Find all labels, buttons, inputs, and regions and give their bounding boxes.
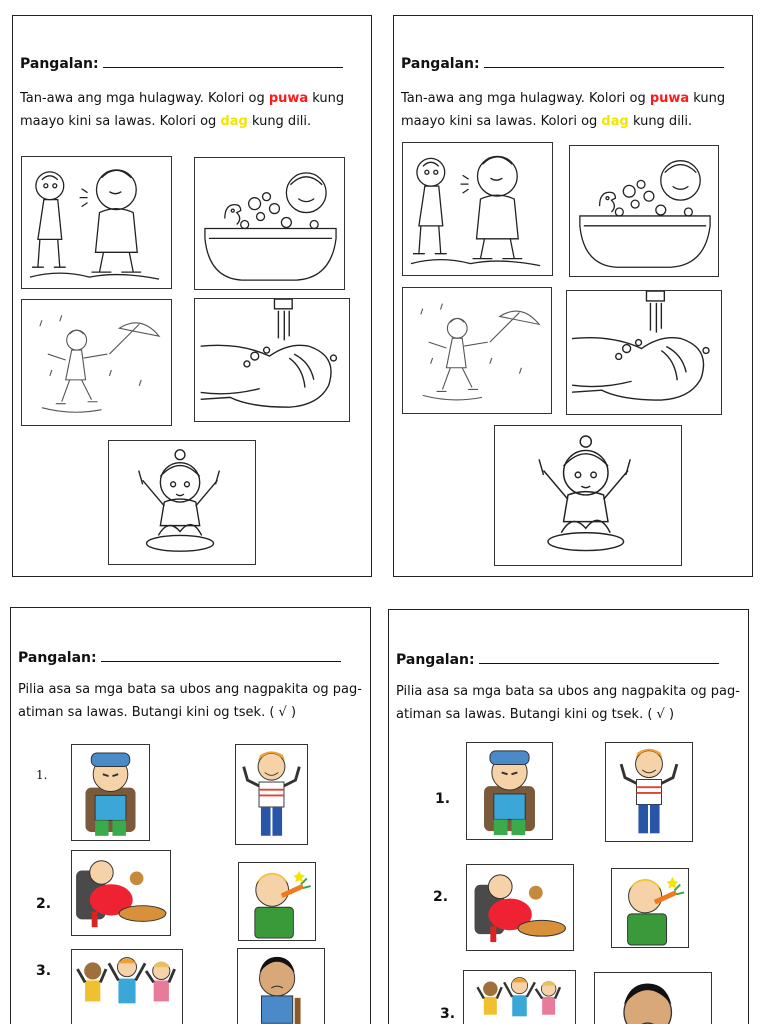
exercise-illustration (72, 950, 182, 1024)
instruction-text: kung dili. (628, 114, 693, 129)
worksheet-coloring-left (12, 15, 372, 577)
name-blank-line[interactable] (479, 652, 719, 664)
instruction-text: Pilia asa sa mga bata sa ubos ang nagpakita og pag-atiman sa lawas. Butangi kini og tsek. ( (396, 684, 740, 722)
name-field (20, 56, 343, 72)
instruction-text: Tan-awa ang mga hulagway. Kolori og (20, 91, 269, 106)
name-label: Pangalan: (401, 56, 480, 72)
name-label: Pangalan: (396, 652, 475, 668)
name-blank-line[interactable] (484, 56, 724, 68)
picture-children-exercising[interactable] (463, 970, 576, 1024)
sad-boy-illustration (238, 949, 324, 1024)
name-label: Pangalan: (18, 650, 97, 666)
worksheet-checklist-right (388, 609, 749, 1024)
item-number: 1. (36, 768, 48, 782)
item-number: 1. (435, 791, 451, 807)
sad-boy-illustration (595, 973, 711, 1024)
checkmark-icon: √ (656, 707, 665, 722)
name-field (18, 650, 341, 666)
name-field (401, 56, 724, 72)
instruction-text: kung dili. (247, 114, 312, 129)
picture-washing-hands[interactable] (194, 298, 350, 422)
junk-food-illustration (467, 865, 573, 950)
instruction-text: Tan-awa ang mga hulagway. Kolori og (401, 91, 650, 106)
worksheet-coloring-right (393, 15, 753, 577)
picture-boy-sneezing-in-mud[interactable] (21, 156, 172, 289)
instructions (20, 87, 365, 133)
instructions (18, 678, 364, 724)
checkmark-icon: √ (278, 705, 287, 720)
strong-boy-illustration (236, 745, 307, 844)
picture-healthy-strong-boy[interactable] (235, 744, 308, 845)
rain-illustration (22, 300, 171, 425)
picture-children-exercising[interactable] (71, 949, 183, 1024)
name-label: Pangalan: (20, 56, 99, 72)
boy-sneezing-illustration (22, 157, 171, 288)
item-number: 3. (440, 1006, 456, 1022)
instruction-text: Pilia asa sa mga bata sa ubos ang nagpakita og pag-atiman sa lawas. Butangi kini og tsek. ( (18, 682, 362, 720)
instructions (396, 680, 742, 726)
instruction-text: ) (286, 705, 297, 720)
picture-sick-child-with-ice-pack[interactable] (71, 744, 150, 841)
strong-boy-illustration (606, 743, 692, 841)
name-blank-line[interactable] (103, 56, 343, 68)
bathtub-illustration (195, 158, 344, 289)
picture-girl-eating-vegetables[interactable] (494, 425, 682, 566)
carrot-eating-illustration (239, 863, 315, 940)
picture-boy-sneezing-in-mud[interactable] (402, 142, 553, 276)
picture-sick-child-with-ice-pack[interactable] (466, 742, 553, 840)
picture-healthy-strong-boy[interactable] (605, 742, 693, 842)
picture-boy-eating-carrot[interactable] (238, 862, 316, 941)
picture-girl-in-rain-with-umbrella[interactable] (21, 299, 172, 426)
picture-sad-boy-sitting[interactable] (237, 948, 325, 1024)
item-number: 3. (36, 963, 52, 979)
picture-girl-in-rain-with-umbrella[interactable] (402, 287, 552, 414)
name-field (396, 652, 719, 668)
instruction-text: kung maayo kini sa lawas. Kolori og (20, 91, 345, 129)
picture-boy-in-bathtub[interactable] (569, 145, 719, 277)
color-word-yellow: dag (601, 114, 629, 129)
picture-boy-eating-carrot[interactable] (611, 868, 689, 948)
name-blank-line[interactable] (101, 650, 341, 662)
sick-child-illustration (467, 743, 552, 839)
picture-washing-hands[interactable] (566, 290, 722, 415)
junk-food-illustration (72, 851, 170, 935)
item-number: 2. (433, 889, 449, 905)
picture-sad-boy-sitting[interactable] (594, 972, 712, 1024)
picture-boy-eating-junk-food[interactable] (71, 850, 171, 936)
instructions (401, 87, 746, 133)
picture-boy-eating-junk-food[interactable] (466, 864, 574, 951)
handwashing-illustration (567, 291, 721, 414)
carrot-eating-illustration (612, 869, 688, 947)
color-word-yellow: dag (220, 114, 248, 129)
boy-sneezing-illustration (403, 143, 552, 275)
girl-eating-illustration (109, 441, 255, 564)
bathtub-illustration (570, 146, 718, 276)
sick-child-illustration (72, 745, 149, 840)
worksheet-checklist-left (10, 607, 371, 1024)
picture-boy-in-bathtub[interactable] (194, 157, 345, 290)
handwashing-illustration (195, 299, 349, 421)
item-number: 2. (36, 896, 52, 912)
rain-illustration (403, 288, 551, 413)
girl-eating-illustration (495, 426, 681, 565)
color-word-red: puwa (649, 91, 690, 106)
color-word-red: puwa (268, 91, 309, 106)
exercise-illustration (464, 971, 575, 1024)
instruction-text: ) (664, 707, 675, 722)
picture-girl-eating-vegetables[interactable] (108, 440, 256, 565)
instruction-text: kung maayo kini sa lawas. Kolori og (401, 91, 726, 129)
